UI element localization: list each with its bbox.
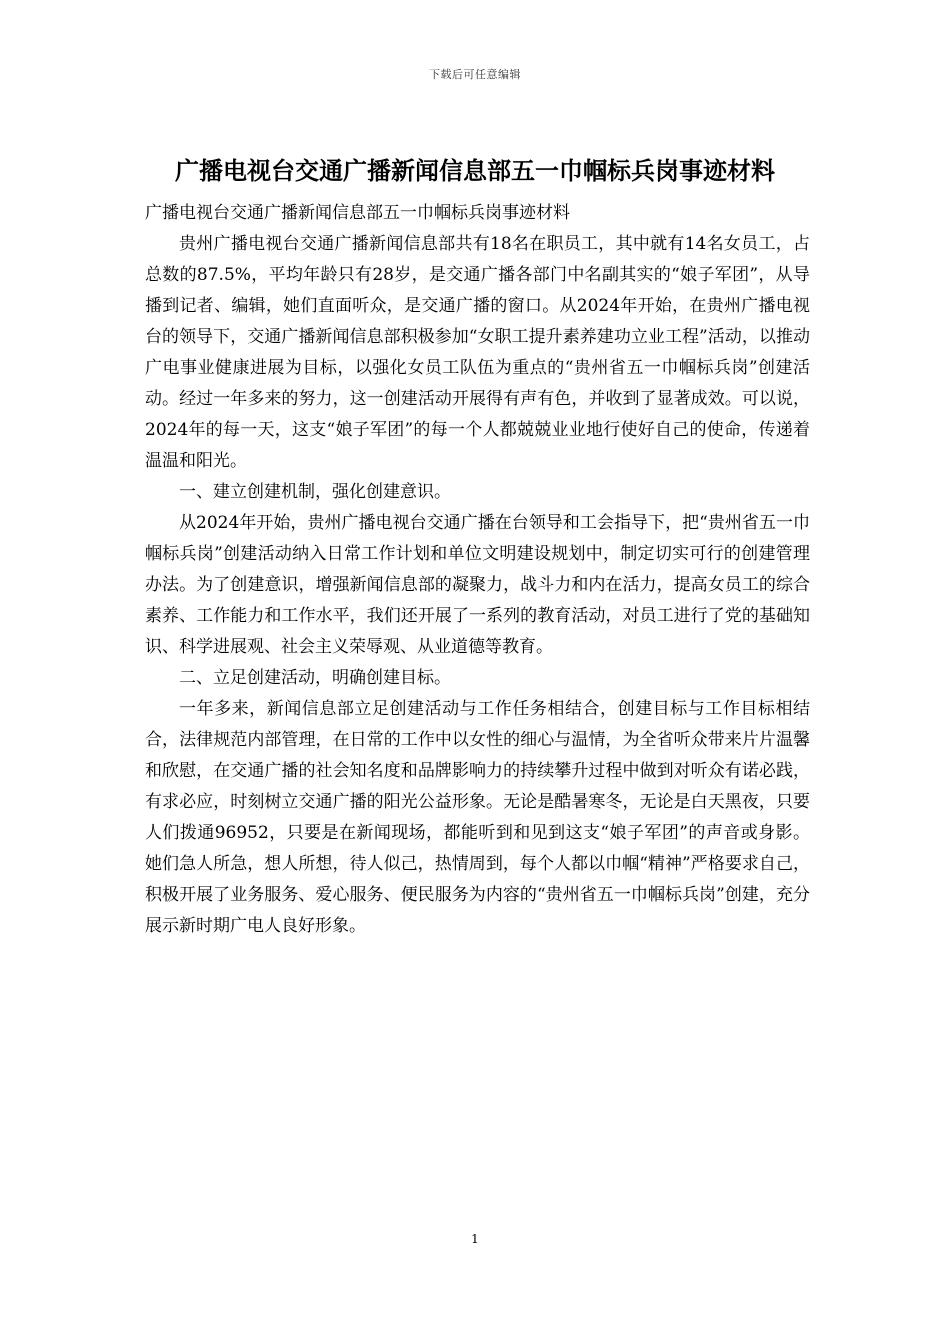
header-note: 下载后可任意编辑 [429,68,521,81]
document-title: 广播电视台交通广播新闻信息部五一巾帼标兵岗事迹材料 [175,156,775,185]
paragraph-intro: 贵州广播电视台交通广播新闻信息部共有18名在职员工，其中就有14名女员工，占总数的87.5%，平均年龄只有28岁，是交通广播各部门中名副其实的“娘子军团”，从导播到记者、编辑，她们直面听众，是交通广播的窗口。从2024年开始，在贵州广播电视台的领导下，交通广播新闻信息部积极参加“女职工提升素养建功立业工程”活动，以推动广电事业健康进展为目标，以强化女员工队伍为重点的“贵州省五一巾帼标兵岗”创建活动。经过一年多来的努力，这一创建活动开展得有声有色，并收到了显著成效。可以说，2024年的每一天，这支“娘子军团”的每一个人都兢兢业业地行使好自己的使命，传递着温温和阳光。 [145,234,810,471]
page-number: 1 [471,1232,479,1246]
section-heading-1: 一、建立创建机制，强化创建意识。 [179,482,451,502]
paragraph-section-2: 一年多来，新闻信息部立足创建活动与工作任务相结合，创建目标与工作目标相结合，法律规范内部管理，在日常的工作中以女性的细心与温情，为全省听众带来片片温馨和欣慰，在交通广播的社会知名度和品牌影响力的持续攀升过程中做到对听众有诺必践，有求必应，时刻树立交通广播的阳光公益形象。无论是酷暑寒冬，无论是白天黑夜，只要人们拨通96952，只要是在新闻现场，都能听到和见到这支“娘子军团”的声音或身影。她们急人所急，想人所想，待人似己，热情周到，每个人都以巾帼“精神”严格要求自己，积极开展了业务服务、爱心服务、便民服务为内容的“贵州省五一巾帼标兵岗”创建，充分展示新时期广电人良好形象。 [145,699,810,936]
section-heading-2: 二、立足创建活动，明确创建目标。 [179,668,451,688]
document-subtitle: 广播电视台交通广播新闻信息部五一巾帼标兵岗事迹材料 [145,203,570,223]
document-body [145,198,810,942]
paragraph-section-1: 从2024年开始，贵州广播电视台交通广播在台领导和工会指导下，把“贵州省五一巾帼标兵岗”创建活动纳入日常工作计划和单位文明建设规划中，制定切实可行的创建管理办法。为了创建意识，增强新闻信息部的凝聚力，战斗力和内在活力，提高女员工的综合素养、工作能力和工作水平，我们还开展了一系列的教育活动，对员工进行了党的基础知识、科学进展观、社会主义荣辱观、从业道德等教育。 [145,513,810,657]
